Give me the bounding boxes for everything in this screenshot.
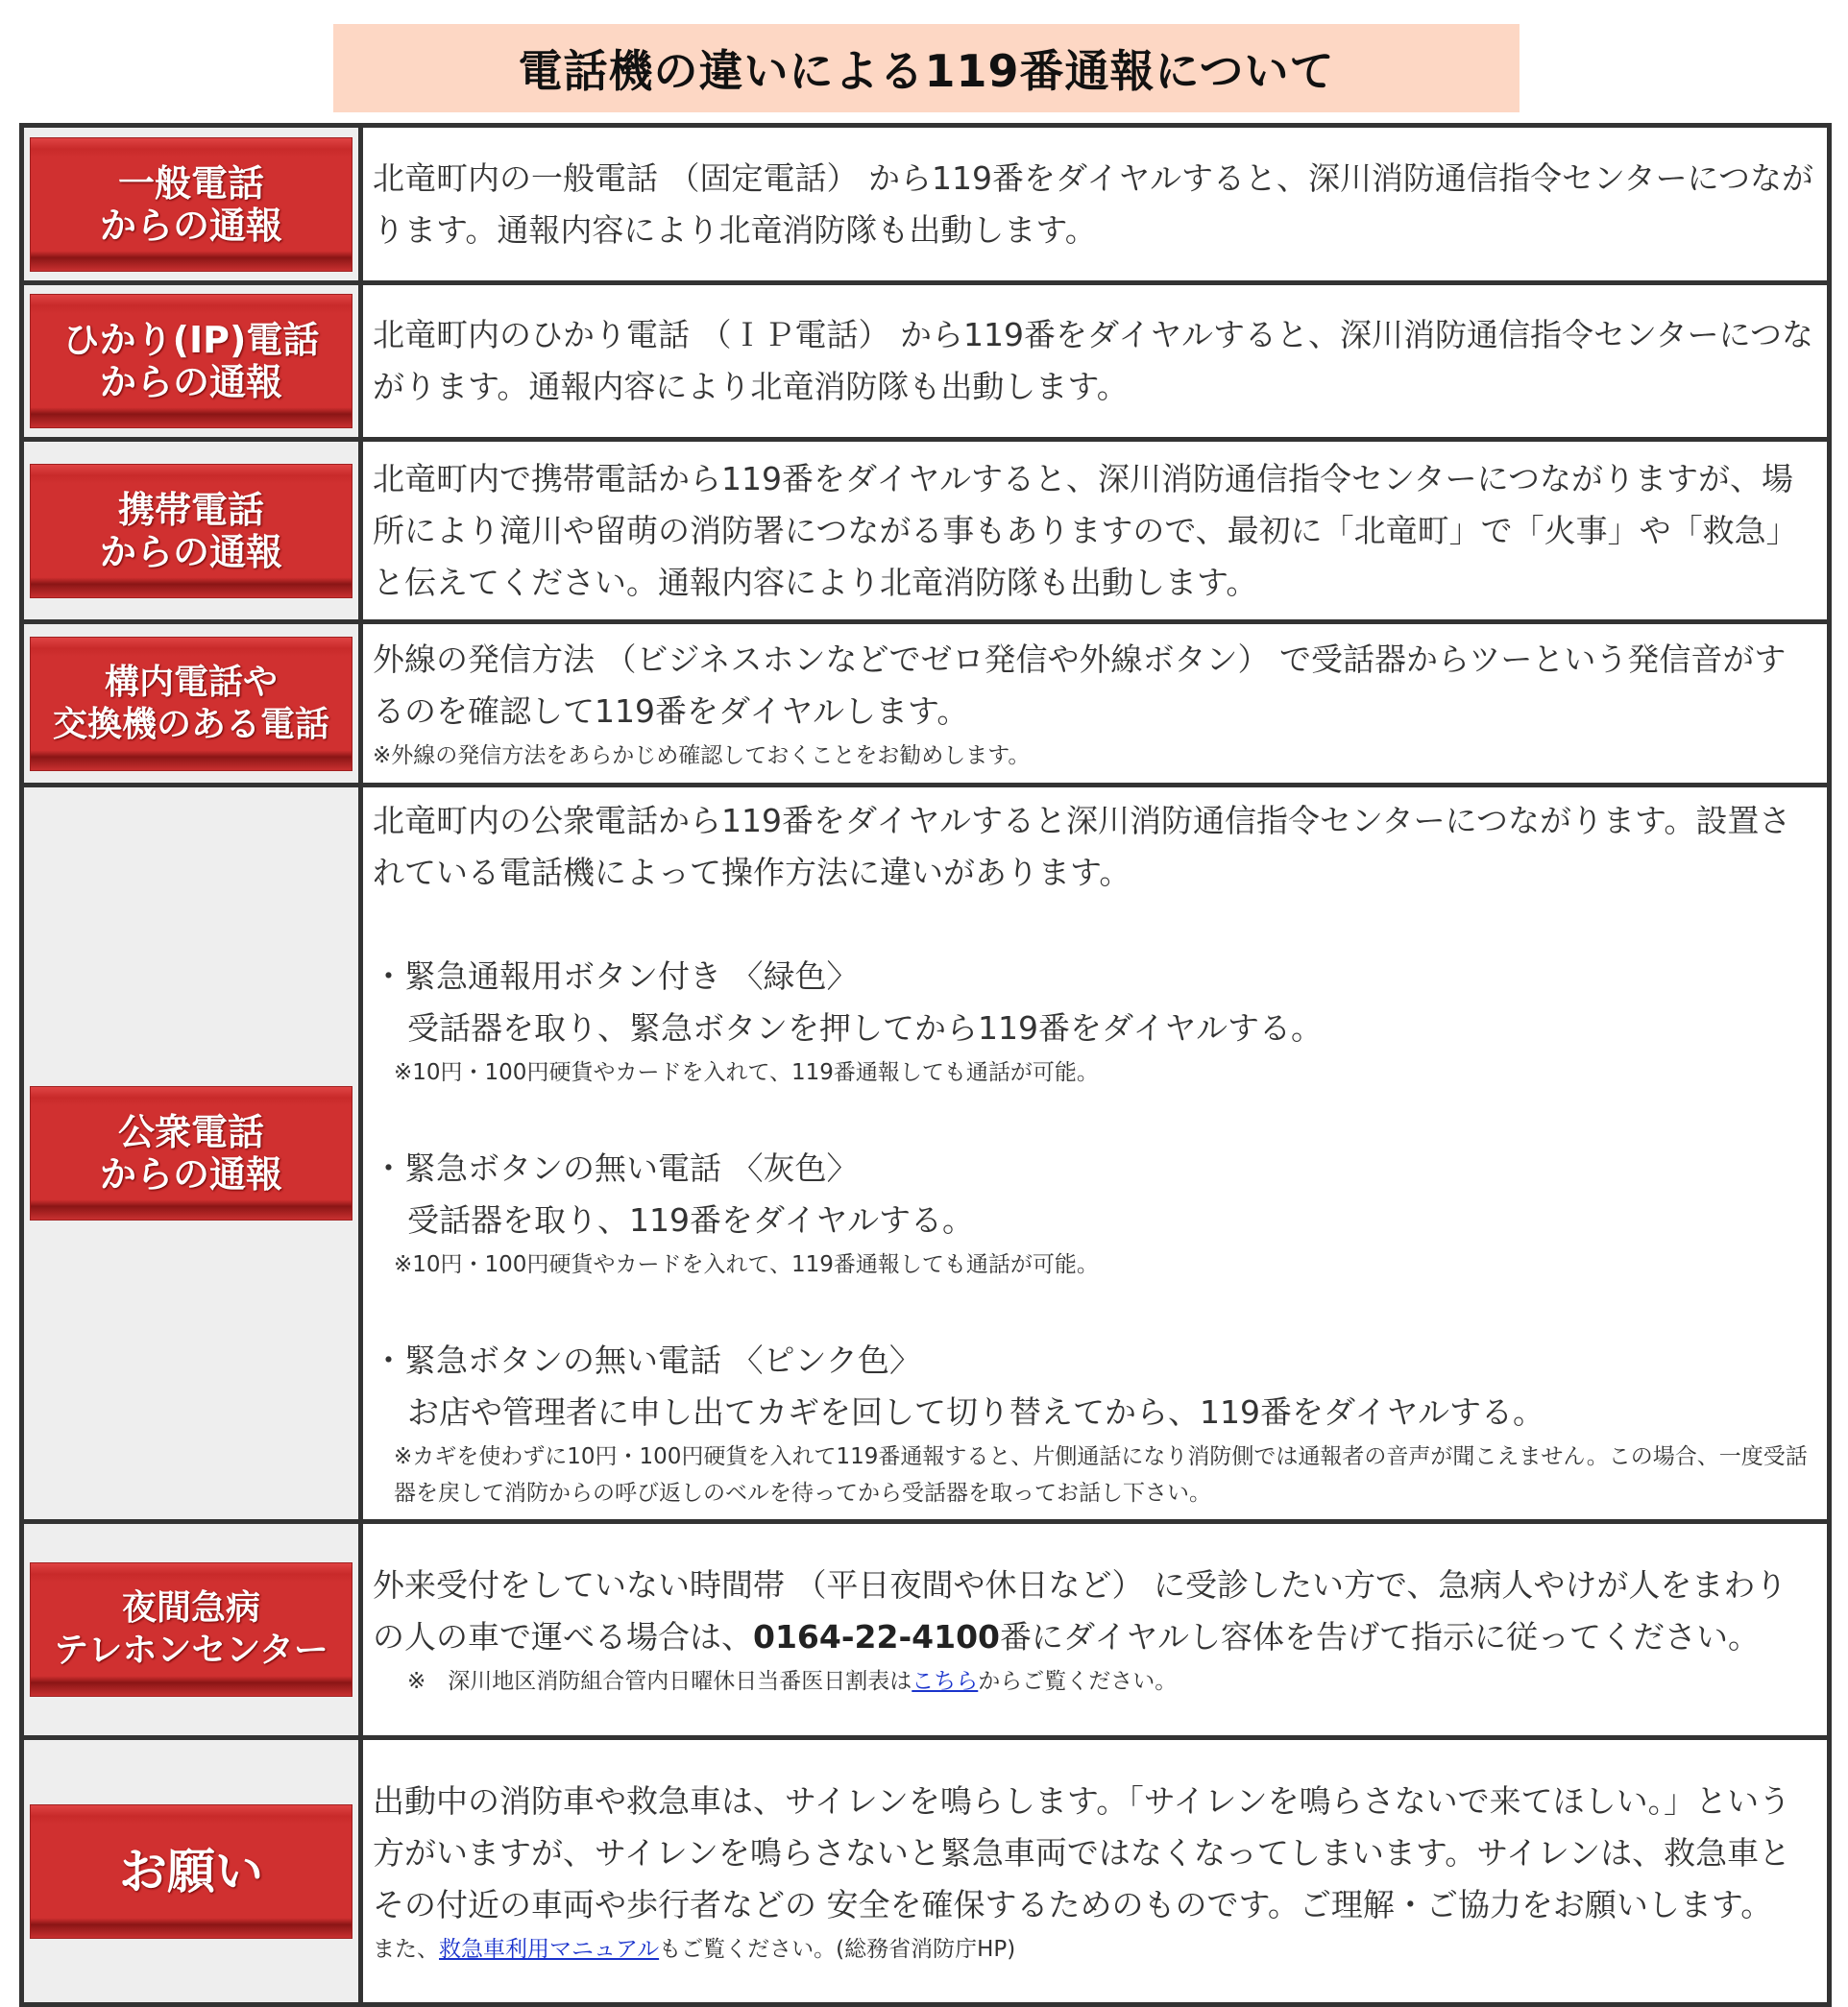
row-text: 外来受付をしていない時間帯 （平日夜間や休日など） に受診したい方で、急病人やけが人をまわりの人の車で運べる場合は、 xyxy=(373,1566,1787,1656)
table-row xyxy=(22,126,1830,283)
payphone-item-body: お店や管理者に申し出てカギを回して切り替えてから、119番をダイヤルする。 xyxy=(407,1393,1544,1431)
table-row xyxy=(22,1522,1830,1738)
row-text: 番にダイヤルし容体を告げて指示に従ってください。 xyxy=(1000,1618,1761,1656)
label-mobile: 携帯電話 からの通報 xyxy=(30,464,353,598)
duty-doctor-link[interactable]: こちら xyxy=(912,1669,979,1694)
label-landline: 一般電話 からの通報 xyxy=(30,137,353,272)
ambulance-manual-link[interactable]: 救急車利用マニュアル xyxy=(439,1936,660,1962)
payphone-item-head: ・緊急ボタンの無い電話 〈ピンク色〉 xyxy=(373,1342,921,1379)
payphone-item-head: ・緊急ボタンの無い電話 〈灰色〉 xyxy=(373,1149,859,1187)
row-text: 外線の発信方法 （ビジネスホンなどでゼロ発信や外線ボタン） で受話器からツーという発信音がするのを確認して119番をダイヤルします。 xyxy=(373,640,1787,730)
emergency-call-table xyxy=(19,123,1832,2007)
label-payphone: 公衆電話 からの通報 xyxy=(30,1086,353,1221)
page-title: 電話機の違いによる119番通報について xyxy=(333,24,1520,112)
label-night-clinic: 夜間急病 テレホンセンター xyxy=(30,1562,353,1697)
table-row xyxy=(22,786,1830,1522)
row-text: 出動中の消防車や救急車は、サイレンを鳴らします。「サイレンを鳴らさないで来てほしい。」という方がいますが、サイレンを鳴らさないと緊急車両ではなくなってしまいます。サイレンは、救急車とその付近の車両や歩行者などの 安全を確保するためのものです。ご理解・ご協力をお願いします。 xyxy=(373,1781,1791,1923)
row-note: ※外線の発信方法をあらかじめ確認しておくことをお勧めします。 xyxy=(373,742,1031,768)
label-ip-phone: ひかり(IP)電話 からの通報 xyxy=(30,294,353,428)
row-text: 北竜町内のひかり電話 （ＩＰ電話） から119番をダイヤルすると、深川消防通信指令センターにつながります。通報内容により北竜消防隊も出動します。 xyxy=(361,283,1830,440)
label-pbx: 構内電話や 交換機のある電話 xyxy=(30,637,353,771)
table-row xyxy=(22,440,1830,622)
label-request: お願い xyxy=(30,1804,353,1939)
note-text: もご覧ください。(総務省消防庁HP) xyxy=(659,1936,1016,1962)
note-text: また、 xyxy=(373,1936,439,1962)
payphone-item-body: 受話器を取り、119番をダイヤルする。 xyxy=(407,1201,974,1239)
payphone-item-note: ※カギを使わずに10円・100円硬貨を入れて119番通報すると、片側通話になり消防側では通報者の音声が聞こえません。この場合、一度受話器を戻して消防からの呼び返しのベルを待ってから受話器を取ってお話し下さい。 xyxy=(394,1444,1808,1506)
payphone-item-note: ※10円・100円硬貨やカードを入れて、119番通報しても通話が可能。 xyxy=(394,1060,1099,1085)
phone-number: 0164-22-4100 xyxy=(753,1618,1001,1656)
table-row xyxy=(22,283,1830,440)
payphone-item-head: ・緊急通報用ボタン付き 〈緑色〉 xyxy=(373,957,859,995)
payphone-item-body: 受話器を取り、緊急ボタンを押してから119番をダイヤルする。 xyxy=(407,1009,1323,1047)
payphone-item-note: ※10円・100円硬貨やカードを入れて、119番通報しても通話が可能。 xyxy=(394,1252,1099,1277)
note-text: ※ 深川地区消防組合管内日曜休日当番医日割表は xyxy=(407,1669,912,1694)
payphone-intro: 北竜町内の公衆電話から119番をダイヤルすると深川消防通信指令センターにつながります。設置されている電話機によって操作方法に違いがあります。 xyxy=(373,802,1791,891)
table-row xyxy=(22,622,1830,786)
note-text: からご覧ください。 xyxy=(978,1669,1178,1694)
row-text: 北竜町内で携帯電話から119番をダイヤルすると、深川消防通信指令センターにつながりますが、場所により滝川や留萌の消防署につながる事もありますので、最初に「北竜町」で「火事」や「救急」と伝えてください。通報内容により北竜消防隊も出動します。 xyxy=(361,440,1830,622)
table-row xyxy=(22,1738,1830,2005)
row-text: 北竜町内の一般電話 （固定電話） から119番をダイヤルすると、深川消防通信指令センターにつながります。通報内容により北竜消防隊も出動します。 xyxy=(361,126,1830,283)
